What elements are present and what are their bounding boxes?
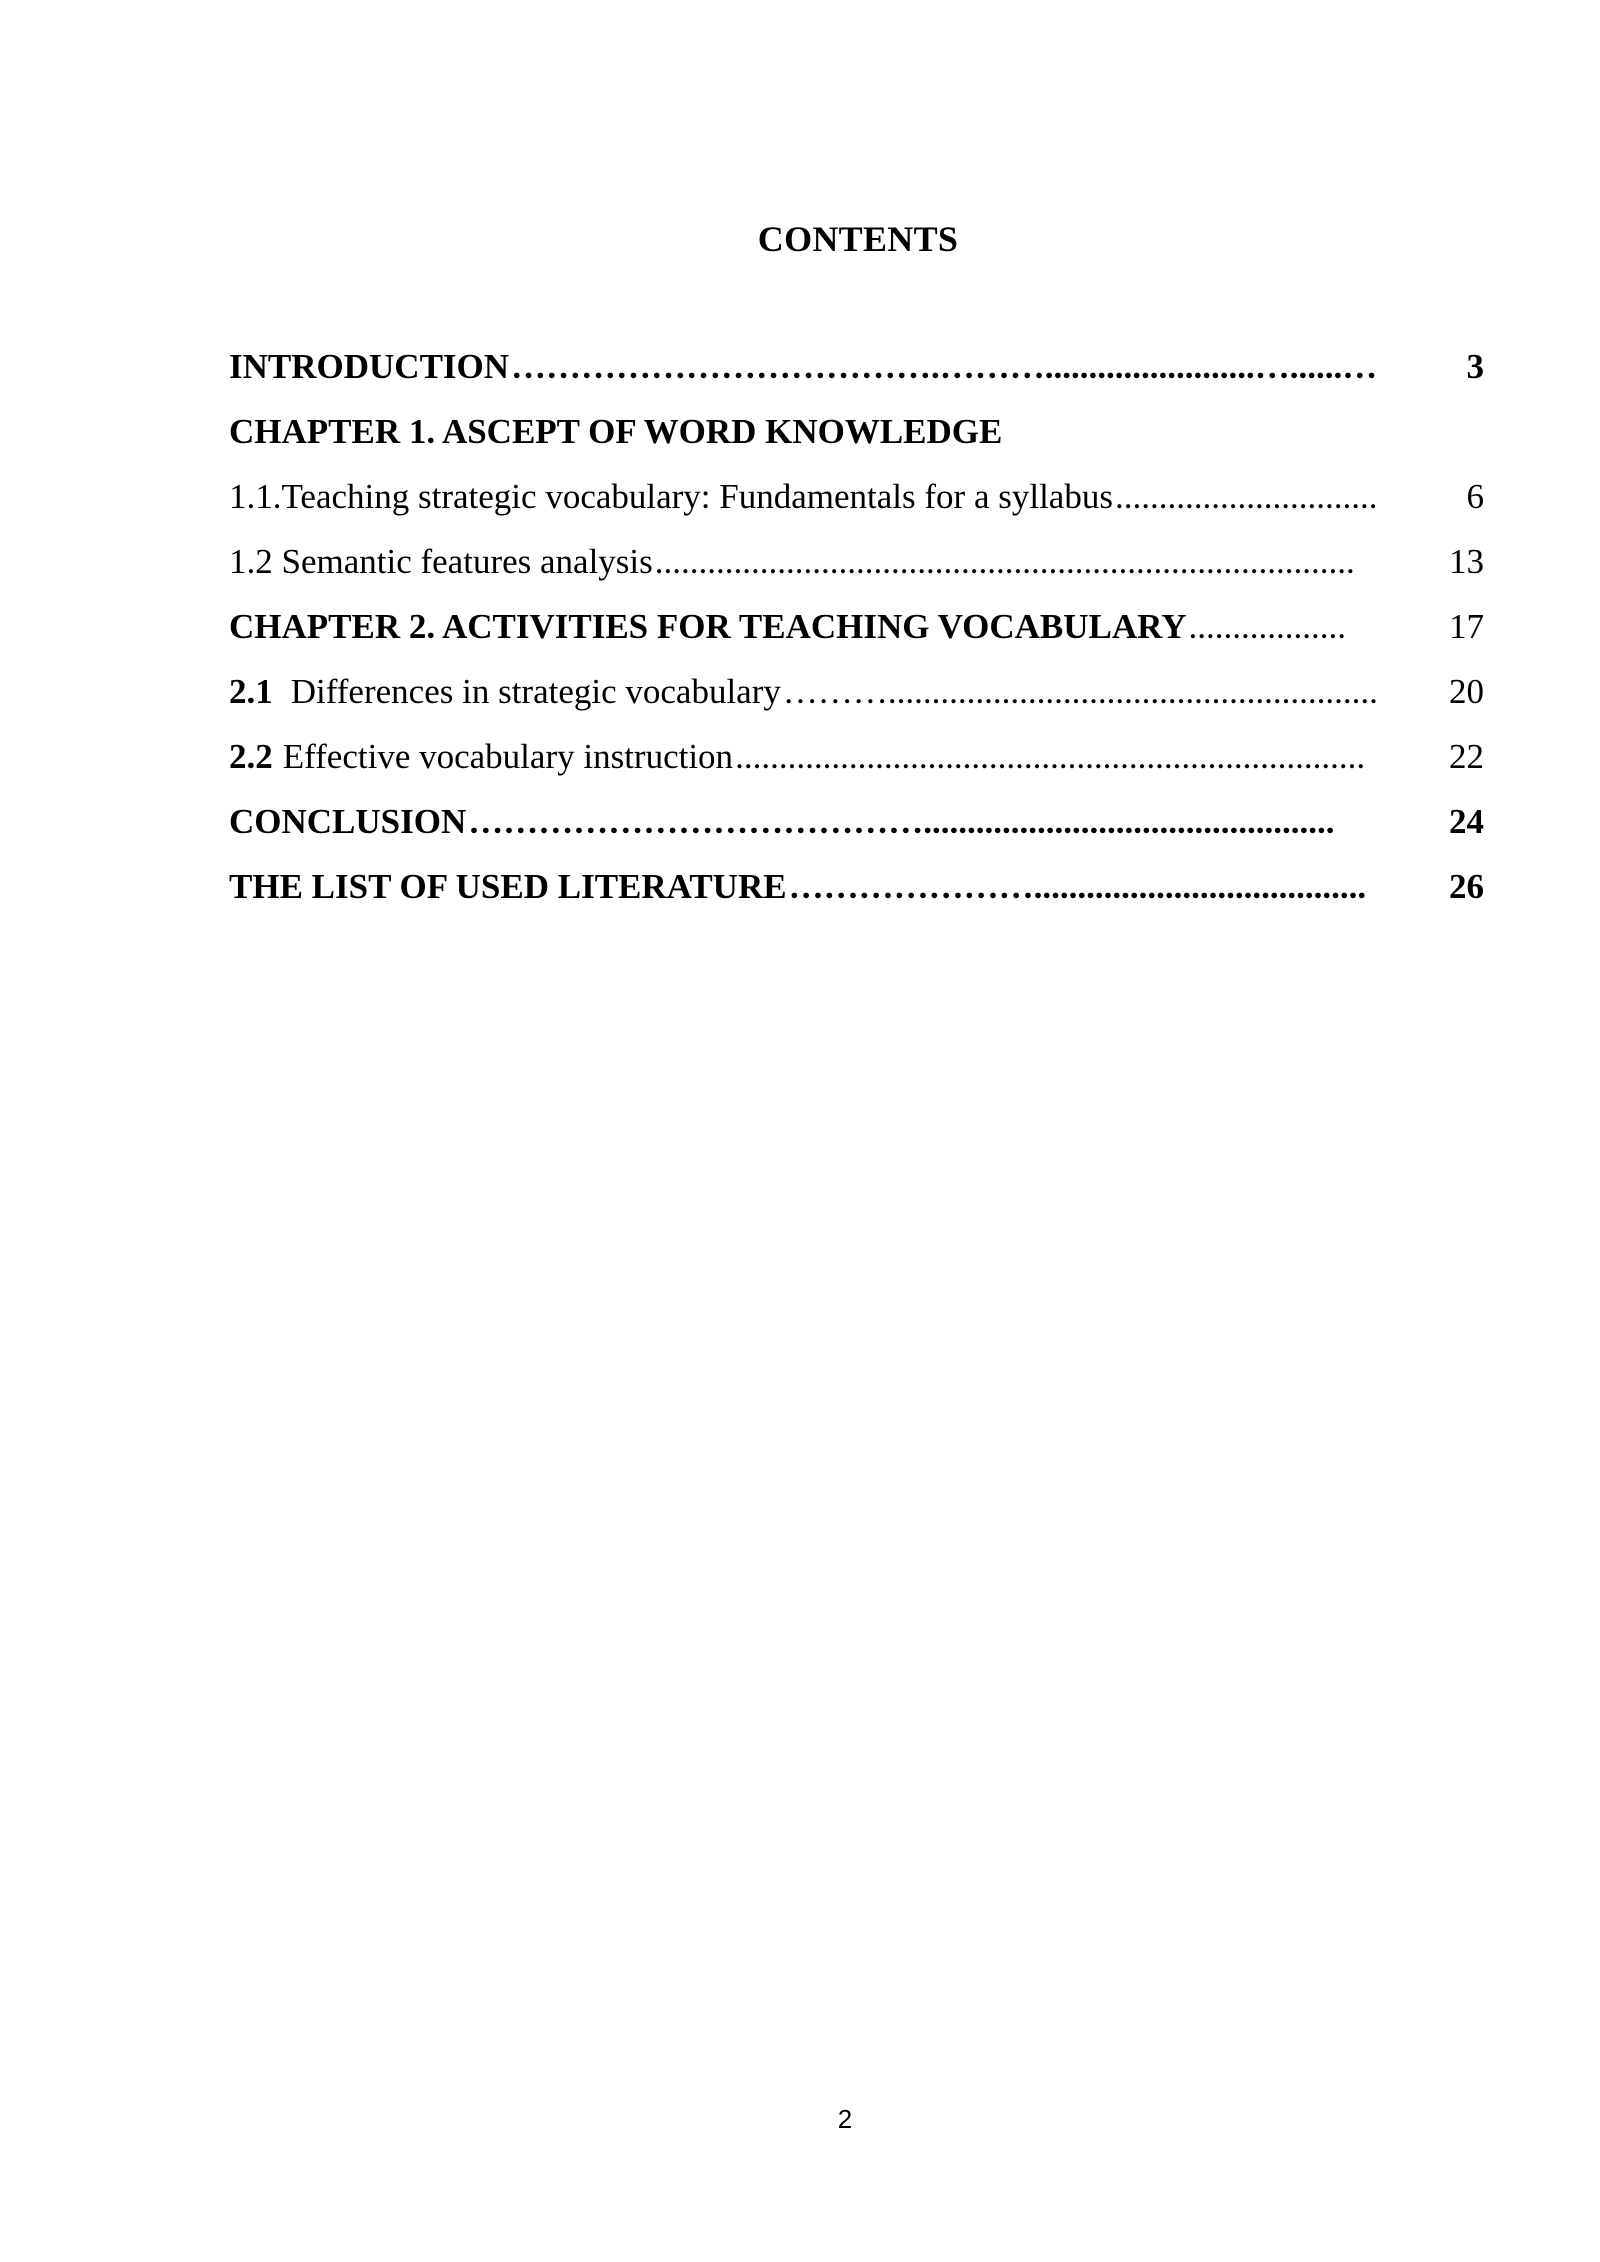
table-of-contents bbox=[229, 342, 1484, 927]
toc-entry-title: 1.1.Teaching strategic vocabulary: Fundamentals for a syllabus bbox=[229, 477, 1113, 516]
toc-entry-title: INTRODUCTION bbox=[229, 347, 510, 386]
toc-entry-title: 1.2 Semantic features analysis bbox=[229, 542, 653, 581]
toc-entry-leader: .................. bbox=[1188, 607, 1346, 646]
toc-entry-page: 26 bbox=[1449, 867, 1484, 906]
contents-heading: CONTENTS bbox=[757, 219, 959, 259]
toc-entry-number: 2.1 bbox=[229, 672, 273, 711]
toc-entry-page: 22 bbox=[1449, 737, 1484, 776]
toc-entry-leader: ………........................................................ bbox=[782, 672, 1378, 711]
toc-entry-leader: …………………………………............................................... bbox=[468, 802, 1335, 841]
toc-entry-chapter-1[interactable] bbox=[229, 407, 1484, 472]
toc-entry-number: 2.2 bbox=[229, 737, 273, 776]
toc-entry-leader: ……………………………….………........................…......… bbox=[511, 347, 1378, 386]
toc-entry-title: Effective vocabulary instruction bbox=[282, 737, 734, 776]
toc-entry-2-1[interactable] bbox=[229, 667, 1484, 732]
toc-entry-page: 17 bbox=[1449, 607, 1484, 646]
toc-entry-page: 24 bbox=[1449, 802, 1484, 841]
toc-entry-title: CHAPTER 2. ACTIVITIES FOR TEACHING VOCABULARY bbox=[229, 607, 1187, 646]
toc-entry-leader: .............................. bbox=[1114, 477, 1378, 516]
toc-entry-1-2[interactable] bbox=[229, 537, 1484, 602]
toc-entry-page: 13 bbox=[1449, 542, 1484, 581]
toc-entry-leader: ........................................................................ bbox=[735, 737, 1366, 776]
toc-entry-title: CHAPTER 1. ASCEPT OF WORD KNOWLEDGE bbox=[229, 412, 1003, 451]
toc-entry-literature[interactable] bbox=[229, 862, 1484, 927]
toc-entry-leader: …………………...................................... bbox=[788, 867, 1367, 906]
toc-entry-title: THE LIST OF USED LITERATURE bbox=[229, 867, 787, 906]
toc-entry-conclusion[interactable] bbox=[229, 797, 1484, 862]
toc-entry-introduction[interactable] bbox=[229, 342, 1484, 407]
page-number: 2 bbox=[837, 2104, 853, 2134]
toc-entry-page: 3 bbox=[1466, 347, 1484, 386]
toc-entry-leader: ................................................................................ bbox=[654, 542, 1355, 581]
toc-entry-1-1[interactable] bbox=[229, 472, 1484, 537]
toc-entry-2-2[interactable] bbox=[229, 732, 1484, 797]
toc-entry-chapter-2[interactable] bbox=[229, 602, 1484, 667]
toc-entry-page: 20 bbox=[1449, 672, 1484, 711]
toc-entry-title: Differences in strategic vocabulary bbox=[290, 672, 781, 711]
toc-entry-page: 6 bbox=[1466, 477, 1484, 516]
toc-entry-title: CONCLUSION bbox=[229, 802, 467, 841]
